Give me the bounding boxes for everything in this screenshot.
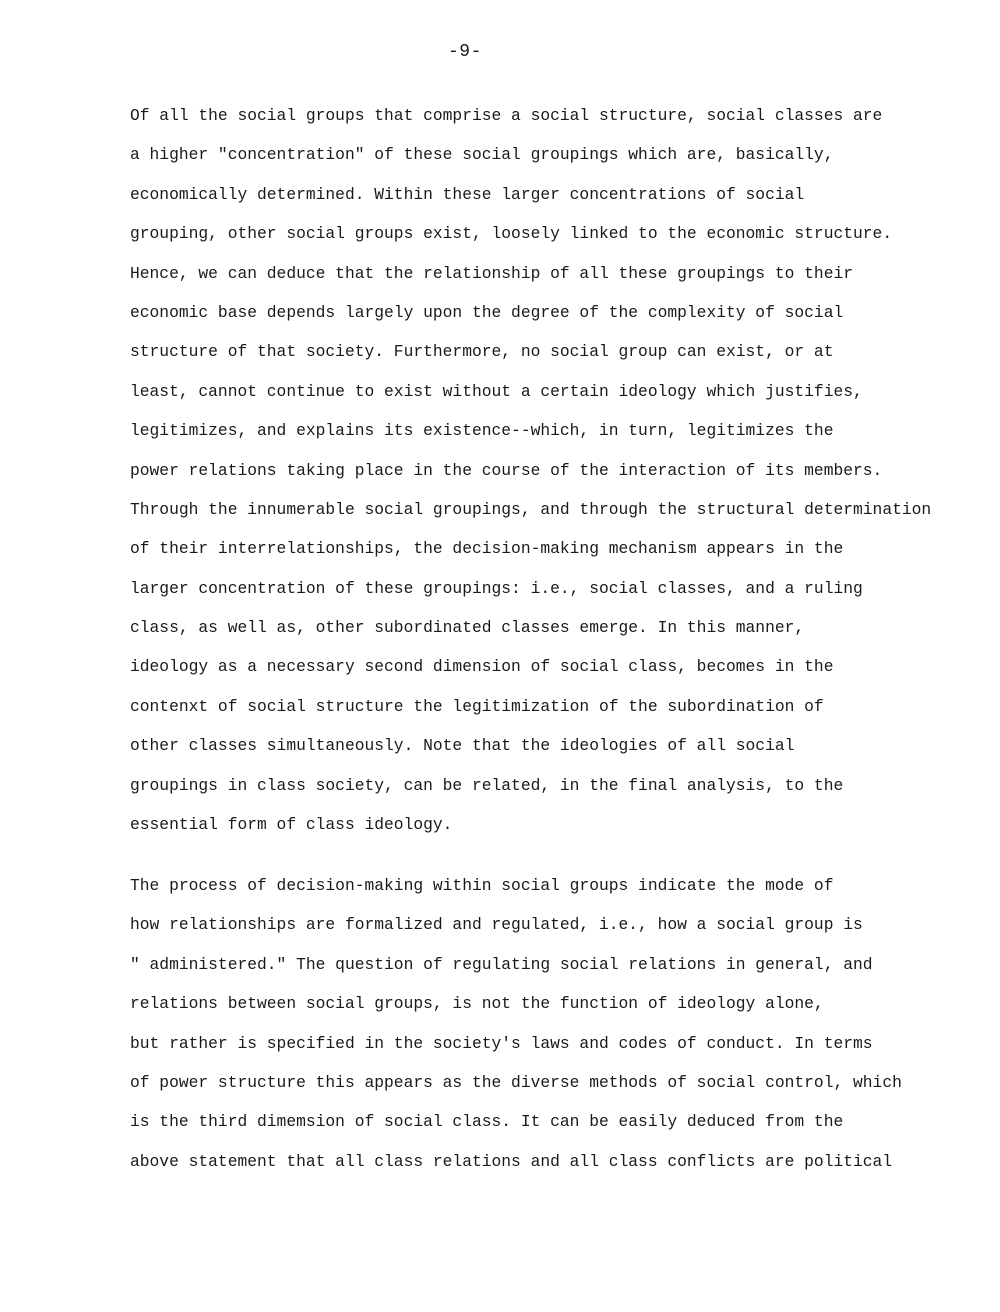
text-line: Through the innumerable social groupings, and through the structural determination	[130, 499, 932, 519]
page-number: -9-	[448, 42, 482, 62]
text-line: larger concentration of these groupings: i.e., social classes, and a ruling	[130, 578, 863, 598]
text-line: is the third dimemsion of social class. It can be easily deduced from the	[130, 1112, 844, 1132]
text-line: power relations taking place in the course of the interaction of its members.	[130, 460, 883, 480]
text-line: relations between social groups, is not the function of ideology alone,	[130, 994, 824, 1014]
text-line: economically determined. Within these larger concentrations of social	[130, 184, 805, 204]
text-line: contenxt of social structure the legitimization of the subordination of	[130, 696, 824, 716]
text-line: structure of that society. Furthermore, no social group can exist, or at	[130, 342, 834, 362]
text-line: least, cannot continue to exist without a certain ideology which justifies,	[130, 381, 863, 401]
text-line: Of all the social groups that comprise a social structure, social classes are	[130, 106, 883, 125]
text-line: legitimizes, and explains its existence--which, in turn, legitimizes the	[130, 421, 834, 441]
text-line: Hence, we can deduce that the relationship of all these groupings to their	[130, 263, 854, 283]
text-line: other classes simultaneously. Note that the ideologies of all social	[130, 736, 795, 756]
text-line: how relationships are formalized and regulated, i.e., how a social group is	[130, 915, 863, 935]
text-line: groupings in class society, can be related, in the final analysis, to the	[130, 775, 844, 795]
text-line: of power structure this appears as the diverse methods of social control, which	[130, 1072, 902, 1092]
text-line: ideology as a necessary second dimension of social class, becomes in the	[130, 657, 834, 677]
text-line: of their interrelationships, the decision-making mechanism appears in the	[130, 539, 844, 559]
text-line: The process of decision-making within social groups indicate the mode of	[130, 876, 834, 895]
text-line: economic base depends largely upon the degree of the complexity of social	[130, 302, 844, 322]
paragraph-2	[130, 874, 902, 1189]
text-line: above statement that all class relations and all class conflicts are political	[130, 1151, 893, 1171]
text-line: but rather is specified in the society's laws and codes of conduct. In terms	[130, 1033, 873, 1053]
paragraph-1	[130, 104, 931, 852]
text-line: class, as well as, other subordinated classes emerge. In this manner,	[130, 618, 805, 638]
text-line: grouping, other social groups exist, loosely linked to the economic structure.	[130, 224, 893, 244]
text-line: " administered." The question of regulating social relations in general, and	[130, 954, 873, 974]
text-line: essential form of class ideology.	[130, 815, 453, 835]
text-line: a higher "concentration" of these social groupings which are, basically,	[130, 145, 834, 165]
